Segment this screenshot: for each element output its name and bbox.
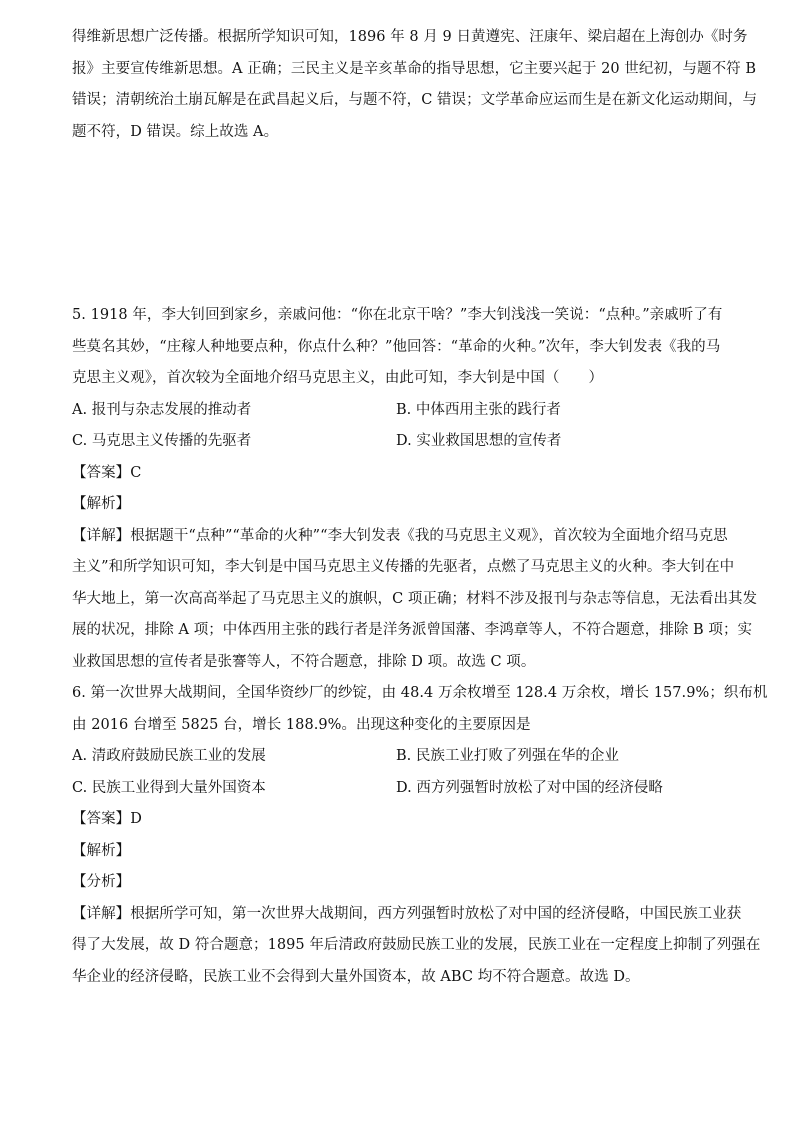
option-c: C. 马克思主义传播的先驱者 [72,433,252,449]
option-a: A. 报刊与杂志发展的推动者 [72,401,252,418]
text-line: 报》主要宣传维新思想。A 正确；三民主义是辛亥革命的指导思想，它主要兴起于 20 世纪初，与题不符 B [72,60,757,77]
text-line: 得了大发展，故 D 符合题意；1895 年后清政府鼓励民族工业的发展，民族工业在一定程度上抑制了列强在 [72,937,761,953]
text-line: 华企业的经济侵略，民族工业不会得到大量外国资本，故 ABC 均不符合题意。故选 D。 [72,968,640,985]
text-line: 主义”和所学知识可知，李大钊是中国马克思主义传播的先驱者，点燃了马克思主义的火种。李大钊在中 [72,559,735,575]
question-stem [72,300,724,395]
text-line: 华大地上，第一次高高举起了马克思主义的旗帜，C 项正确；材料不涉及报刊与杂志等信息，无法看出其发 [72,590,758,607]
blank-space [72,148,724,300]
text-line: 由 2016 台增至 5825 台，增长 188.9%。出现这种变化的主要原因是 [72,716,531,733]
option-b: B. 民族工业打败了列强在华的企业 [396,748,619,764]
question-stem [72,678,768,741]
answer-label: 【答案】D [72,811,142,827]
text-line: 【详解】根据所学可知，第一次世界大战期间，西方列强暂时放松了对中国的经济侵略，中国民族工业获 [72,905,742,922]
option-d: D. 西方列强暂时放松了对中国的经济侵略 [396,779,663,796]
analysis-subheading: 【分析】 [72,874,131,890]
text-line: 5. 1918 年，李大钊回到家乡，亲戚问他：“你在北京干啥？”李大钊浅浅一笑说：“点种。”亲戚听了有 [72,307,723,323]
text-line: 些莫名其妙，“庄稼人种地要点种，你点什么种？”他回答：“革命的火种。”次年，李大钊发表《我的马 [72,338,721,355]
text-line: 得维新思想广泛传播。根据所学知识可知，1896 年 8 月 9 日黄遵宪、汪康年、梁启超在上海创办《时务 [72,29,748,45]
analysis-heading: 【解析】 [72,496,131,512]
option-a: A. 清政府鼓励民族工业的发展 [72,748,266,764]
options-row [72,741,724,773]
text-line: 错误；清朝统治土崩瓦解是在武昌起义后，与题不符，C 错误；文学革命应运而生是在新文化运动期间，与 [72,92,758,108]
options-row [72,426,724,458]
option-c: C. 民族工业得到大量外国资本 [72,779,266,796]
answer-label: 【答案】C [72,464,142,481]
document-page [72,22,768,993]
question-5 [72,300,758,678]
options-row [72,773,724,805]
analysis-heading: 【解析】 [72,842,131,859]
text-line: 克思主义观》，首次较为全面地介绍马克思主义，由此可知，李大钊是中国（ ） [72,370,604,386]
text-line: 6. 第一次世界大战期间，全国华资纱厂的纱锭，由 48.4 万余枚增至 128.4 万余枚，增长 157.9%；织布机 [72,685,768,701]
detail-paragraph [72,521,758,679]
options-row [72,395,724,427]
intro-paragraph [72,22,758,148]
text-line: 业救国思想的宣传者是张謇等人，不符合题意，排除 D 项。故选 C 项。 [72,653,536,670]
option-d: D. 实业救国思想的宣传者 [396,433,562,449]
option-b: B. 中体西用主张的践行者 [396,401,561,418]
text-line: 【详解】根据题干“点种”“革命的火种”“李大钊发表《我的马克思主义观》，首次较为全面地介绍马克思 [72,527,728,544]
text-line: 展的状况，排除 A 项；中体西用主张的践行者是洋务派曾国藩、李鸿章等人，不符合题意，排除 B 项；实 [72,622,753,638]
text-line: 题不符，D 错误。综上故选 A。 [72,123,279,140]
question-6 [72,678,768,993]
detail-paragraph [72,899,761,994]
